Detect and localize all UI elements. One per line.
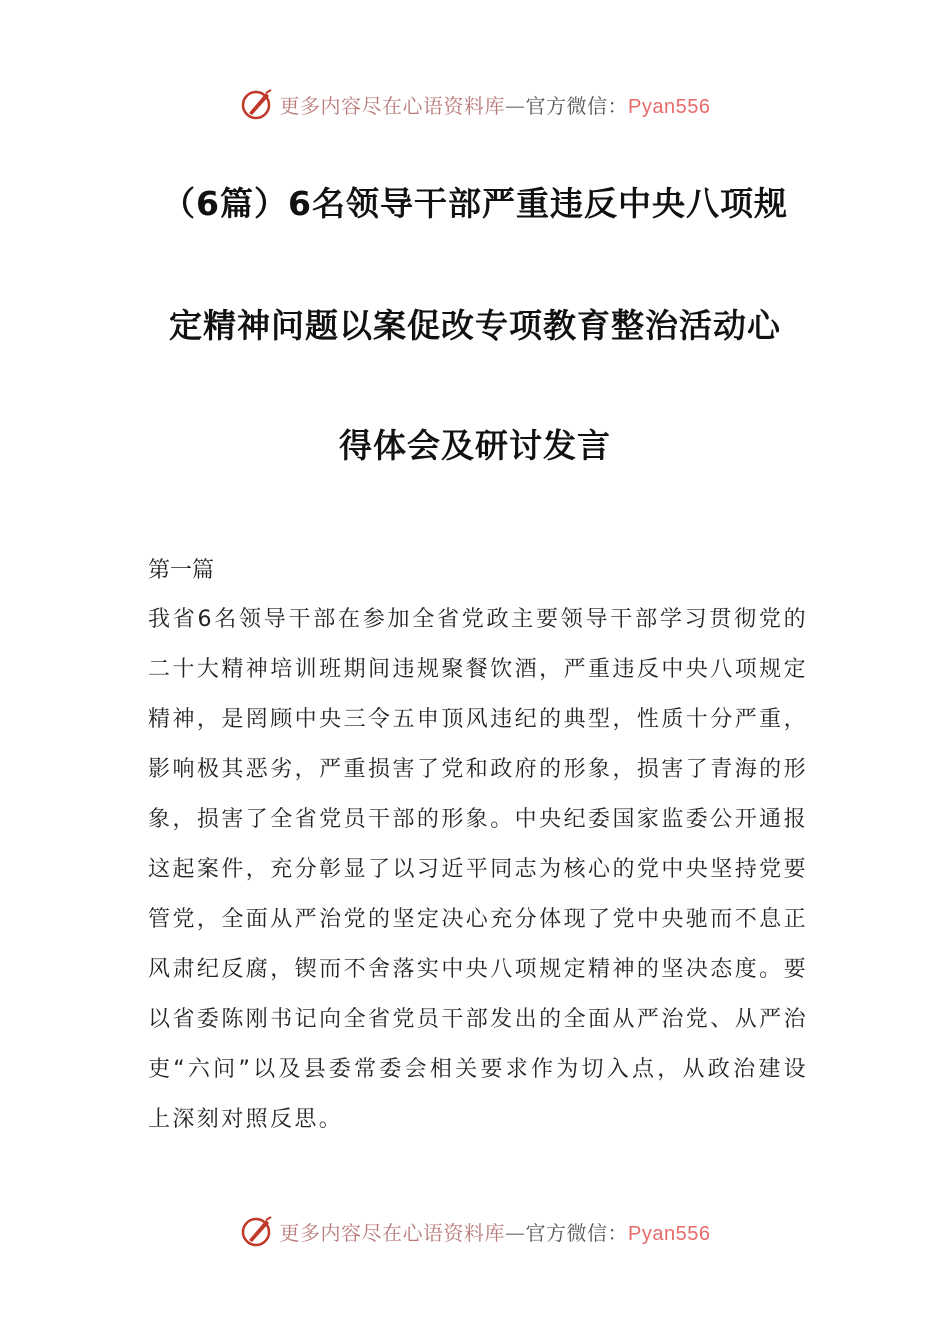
watermark-text [280, 90, 711, 119]
body-paragraph: 我省6名领导干部在参加全省党政主要领导干部学习贯彻党的二十大精神培训班期间违规聚餐饮酒，严重违反中央八项规定精神，是罔顾中央三令五申顶风违纪的典型，性质十分严重，影响极其恶劣，严重损害了党和政府的形象，损害了青海的形象，损害了全省党员干部的形象。中央纪委国家监委公开通报这起案件，充分彰显了以习近平同志为核心的党中央坚持党要管党，全面从严治党的坚定决心充分体现了党中央驰而不息正风肃纪反腐，锲而不舍落实中央八项规定精神的坚决态度。要以省委陈刚书记向全省党员干部发出的全面从严治党、从严治吏“六问”以及县委常委会相关要求作为切入点，从政治建设上深刻对照反思。 [148, 607, 808, 1132]
section-heading: 第一篇 [148, 558, 215, 583]
watermark-separator: — [505, 1220, 526, 1245]
document-title-line-3: 得体会及研讨发言 [339, 426, 611, 465]
feather-pen-logo-icon [240, 1214, 274, 1248]
watermark-wechat-id: Pyan556 [628, 1222, 711, 1245]
watermark-text [280, 1217, 711, 1246]
feather-pen-logo-icon [240, 87, 274, 121]
watermark-wechat-label: 官方微信： [525, 1220, 629, 1245]
document-title-line-1: （6篇）6名领导干部严重违反中央八项规 [162, 184, 788, 223]
watermark-main: 更多内容尽在心语资料库 [279, 93, 506, 118]
footer-watermark [0, 1211, 950, 1251]
header-watermark [0, 84, 950, 124]
watermark-wechat-id: Pyan556 [628, 95, 711, 118]
watermark-separator: — [505, 93, 526, 118]
watermark-wechat-label: 官方微信： [525, 93, 629, 118]
document-title-line-2: 定精神问题以案促改专项教育整治活动心 [169, 306, 781, 345]
watermark-main: 更多内容尽在心语资料库 [279, 1220, 506, 1245]
